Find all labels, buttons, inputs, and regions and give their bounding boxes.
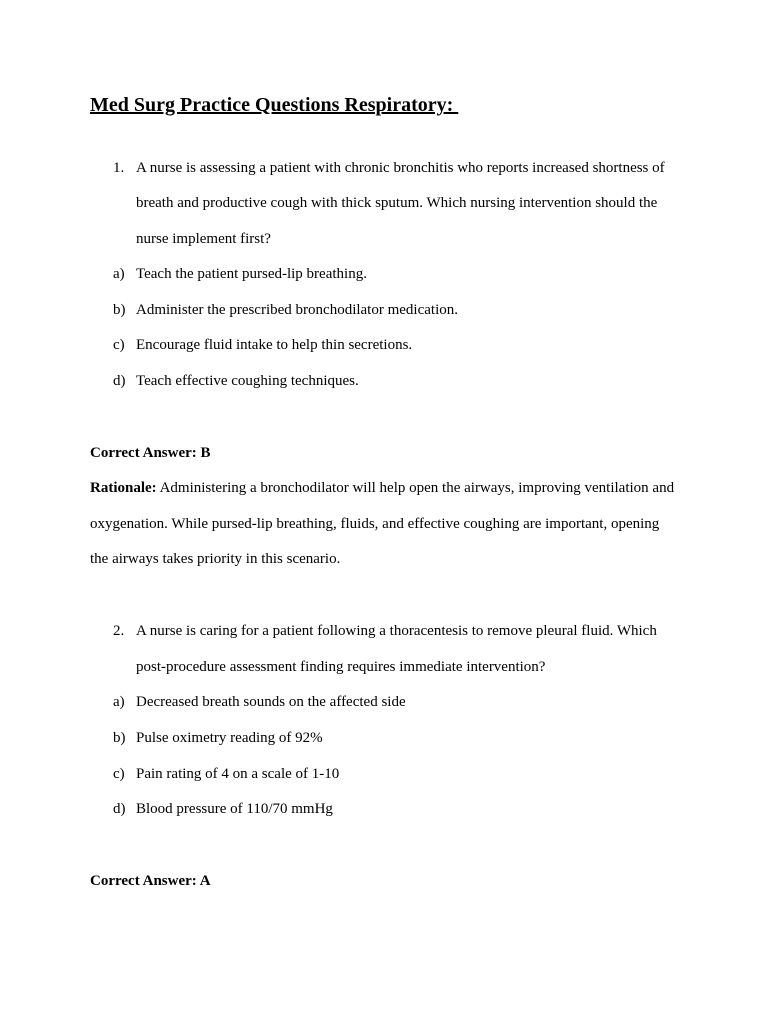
question-1-rationale-line-1 xyxy=(90,478,674,498)
rationale-label: Rationale: xyxy=(90,480,157,496)
question-2-option-a-text: Decreased breath sounds on the affected side xyxy=(136,694,406,710)
page-title: Med Surg Practice Questions Respiratory: xyxy=(90,94,459,116)
question-1-number: 1. xyxy=(113,160,125,176)
question-1-stem-line-1: A nurse is assessing a patient with chronic bronchitis who reports increased shortness of xyxy=(136,160,665,176)
question-2-option-a-letter: a) xyxy=(113,694,125,710)
question-1-stem-line-3: nurse implement first? xyxy=(136,231,271,247)
question-2-option-b-letter: b) xyxy=(113,730,126,746)
question-1-option-c-letter: c) xyxy=(113,337,125,353)
question-1-option-b-text: Administer the prescribed bronchodilator medication. xyxy=(136,302,458,318)
question-2-option-c-text: Pain rating of 4 on a scale of 1-10 xyxy=(136,766,340,782)
question-1-rationale-line-3: the airways takes priority in this scenario. xyxy=(90,551,341,567)
rationale-text: Administering a bronchodilator will help open the airways, improving ventilation and xyxy=(156,480,675,496)
question-1-option-a-letter: a) xyxy=(113,266,125,282)
question-1-option-a-text: Teach the patient pursed-lip breathing. xyxy=(136,266,367,282)
question-2-number: 2. xyxy=(113,623,125,639)
question-2-option-d-letter: d) xyxy=(113,801,126,817)
question-1-rationale-line-2: oxygenation. While pursed-lip breathing, fluids, and effective coughing are important, opening xyxy=(90,516,660,532)
question-2-stem-line-2: post-procedure assessment finding requires immediate intervention? xyxy=(136,659,546,675)
question-2-option-c-letter: c) xyxy=(113,766,125,782)
question-1-stem-line-2: breath and productive cough with thick sputum. Which nursing intervention should the xyxy=(136,195,658,211)
question-1-option-b-letter: b) xyxy=(113,302,126,318)
question-2-option-b-text: Pulse oximetry reading of 92% xyxy=(136,730,323,746)
question-2-correct-answer: Correct Answer: A xyxy=(90,873,211,889)
question-1-option-d-letter: d) xyxy=(113,373,126,389)
question-1-option-c-text: Encourage fluid intake to help thin secretions. xyxy=(136,337,413,353)
question-2-stem-line-1: A nurse is caring for a patient following a thoracentesis to remove pleural fluid. Which xyxy=(136,623,657,639)
question-2-option-d-text: Blood pressure of 110/70 mmHg xyxy=(136,801,333,817)
question-1-option-d-text: Teach effective coughing techniques. xyxy=(136,373,359,389)
question-1-correct-answer: Correct Answer: B xyxy=(90,445,211,461)
